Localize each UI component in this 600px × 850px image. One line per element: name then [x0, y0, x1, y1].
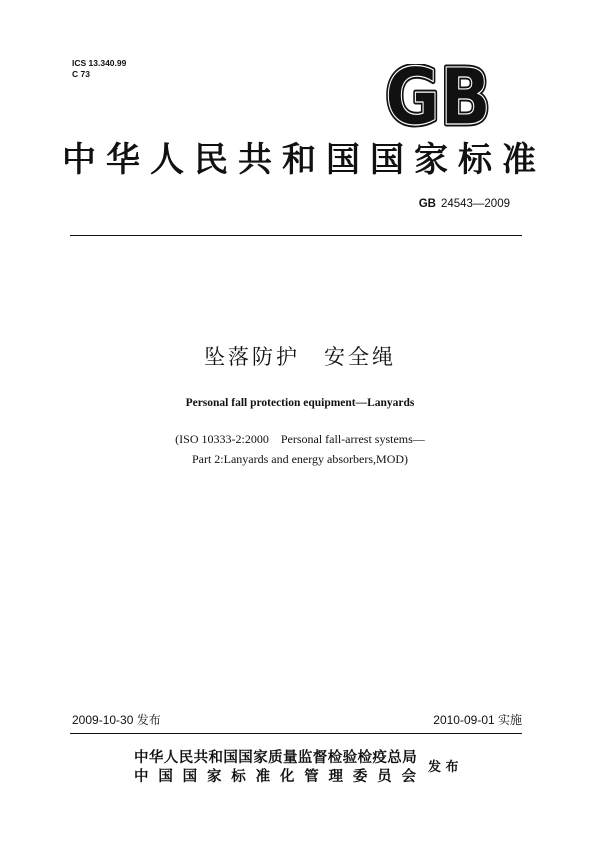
implementation-date: 2010-09-01 实施 [433, 713, 522, 727]
document-title-english: Personal fall protection equipment—Lanyards [185, 397, 415, 409]
iso-reference-line-2: Part 2:Lanyards and energy absorbers,MOD) [191, 452, 409, 466]
top-divider [70, 235, 522, 236]
publish-label: 发 布 [428, 760, 459, 775]
standard-number [419, 197, 510, 211]
iso-reference-line-1: (ISO 10333-2:2000 Personal fall-arrest systems— [175, 432, 425, 446]
ics-code: ICS 13.340.99 [72, 58, 127, 68]
national-standard-title: 中华人民共和国国家标准 [62, 140, 546, 180]
publisher-aqsiq: 中华人民共和国国家质量监督检验检疫总局 [134, 750, 418, 766]
ccs-code: C 73 [72, 69, 90, 79]
standard-code: 24543—2009 [440, 198, 510, 210]
gb-logo-inline: GB [385, 64, 491, 128]
gb-logo-fill: GB [385, 64, 491, 128]
publisher-sac: 中 国 国 家 标 准 化 管 理 委 员 会 [134, 769, 416, 785]
gb-logo [382, 64, 494, 128]
bottom-divider [70, 733, 522, 734]
issue-date: 2009-10-30 发布 [72, 713, 161, 727]
document-title-chinese: 坠落防护 安全绳 [204, 345, 396, 369]
classification-codes [72, 58, 126, 80]
standard-prefix: GB [418, 198, 436, 210]
